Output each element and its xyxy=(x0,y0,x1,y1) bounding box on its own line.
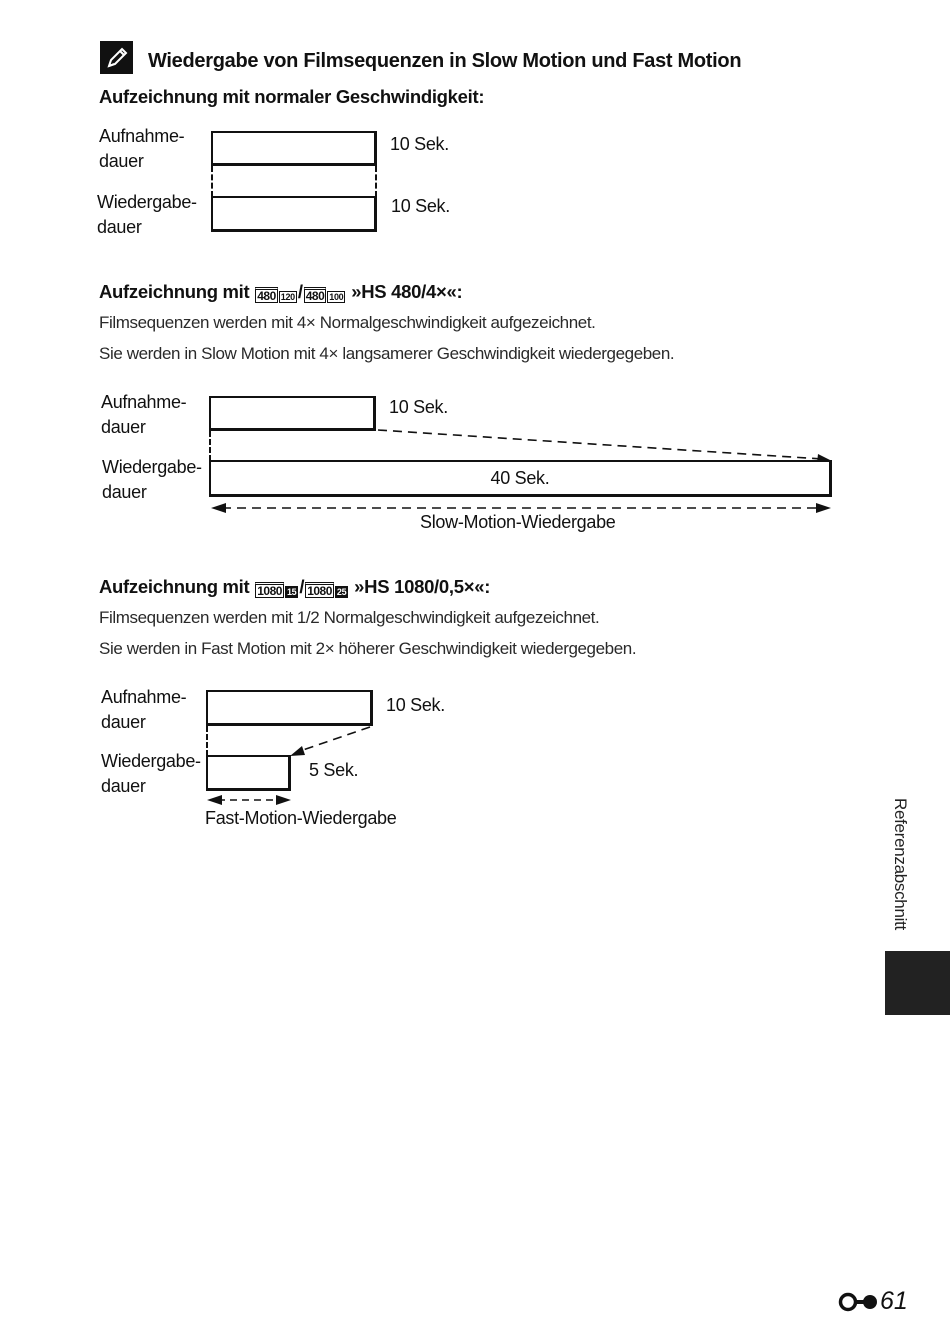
label-line: Wiedergabe- xyxy=(102,457,202,477)
label-line: dauer xyxy=(99,151,144,171)
icon-sub-label: 15 xyxy=(286,587,297,597)
page-number xyxy=(838,1287,908,1316)
side-tab-label xyxy=(880,798,920,938)
heading-suffix: »HS 480/4×«: xyxy=(351,281,463,302)
icon-main-label: 1080 xyxy=(307,584,332,598)
hs480-line2: Sie werden in Slow Motion mit 4× langsamerer Geschwindigkeit wiedergegeben. xyxy=(99,344,675,363)
side-tab-marker xyxy=(885,951,950,1015)
hs1080-play-label xyxy=(101,749,201,799)
label-line: dauer xyxy=(101,417,146,437)
label-line: dauer xyxy=(101,776,146,796)
icon-sub-label: 25 xyxy=(336,587,347,597)
note-title: Wiedergabe von Filmsequenzen in Slow Motion und Fast Motion xyxy=(148,50,742,72)
heading-prefix: Aufzeichnung mit xyxy=(99,281,250,302)
label-line: Wiedergabe- xyxy=(97,192,197,212)
label-line: dauer xyxy=(101,712,146,732)
label-line: dauer xyxy=(97,217,142,237)
icon-sub-label: 100 xyxy=(329,292,344,302)
heading-separator: / xyxy=(297,281,303,302)
label-line: Aufnahme- xyxy=(101,687,187,707)
hs1080-play-value: 5 Sek. xyxy=(309,760,359,780)
reference-section-icon xyxy=(838,1291,880,1313)
icon-main-label: 1080 xyxy=(257,584,282,598)
label-line: Aufnahme- xyxy=(99,126,185,146)
hs480-caption: Slow-Motion-Wiedergabe xyxy=(420,512,616,532)
normal-play-value: 10 Sek. xyxy=(391,196,450,216)
hs1080-caption: Fast-Motion-Wiedergabe xyxy=(205,808,397,828)
label-line: dauer xyxy=(102,482,147,502)
hs1080-line1: Filmsequenzen werden mit 1/2 Normalgeschwindigkeit aufgezeichnet. xyxy=(99,608,600,627)
page-number-text: 61 xyxy=(880,1287,908,1315)
hs1080-line2: Sie werden in Fast Motion mit 2× höherer Geschwindigkeit wiedergegeben. xyxy=(99,639,637,658)
hs480-line1: Filmsequenzen werden mit 4× Normalgeschwindigkeit aufgezeichnet. xyxy=(99,313,596,332)
hs480-rec-value: 10 Sek. xyxy=(389,397,448,417)
label-line: Wiedergabe- xyxy=(101,751,201,771)
hs1080-rec-value: 10 Sek. xyxy=(386,695,445,715)
icon-main-label: 480 xyxy=(305,289,325,303)
heading-separator: / xyxy=(299,576,305,597)
label-line: Aufnahme- xyxy=(101,392,187,412)
normal-rec-value: 10 Sek. xyxy=(390,134,449,154)
heading-suffix: »HS 1080/0,5×«: xyxy=(354,576,491,597)
icon-main-label: 480 xyxy=(257,289,276,303)
heading-prefix: Aufzeichnung mit xyxy=(99,576,250,597)
hs1080-play-bar xyxy=(206,755,291,791)
hs480-play-value: 40 Sek. xyxy=(490,467,550,488)
side-tab-text: Referenzabschnitt xyxy=(891,798,910,930)
icon-sub-label: 120 xyxy=(280,292,295,302)
normal-heading: Aufzeichnung mit normaler Geschwindigkeit: xyxy=(99,86,485,107)
